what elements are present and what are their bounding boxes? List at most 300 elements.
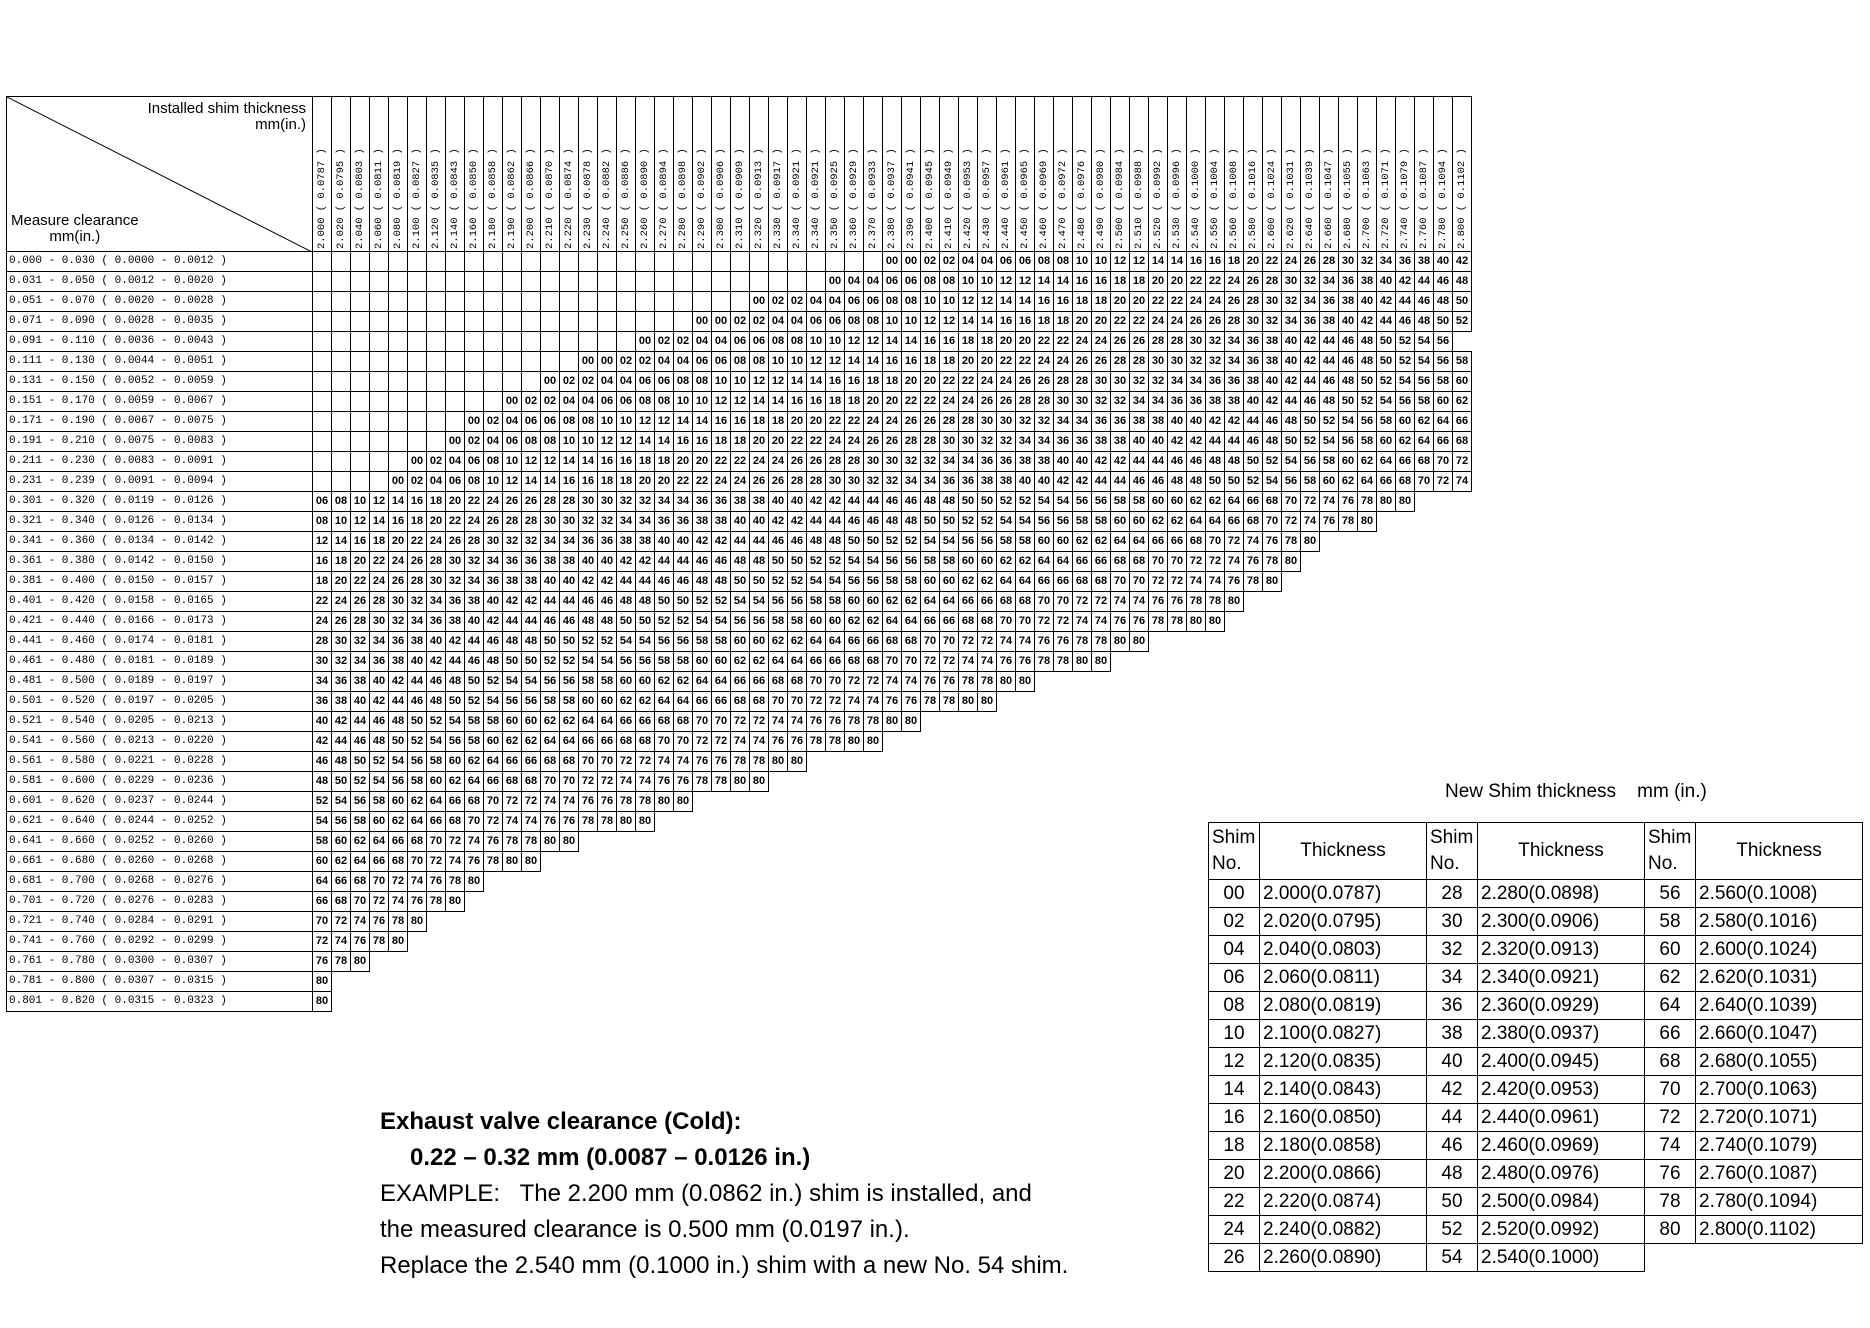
clearance-row [7, 652, 1472, 672]
empty-cell [864, 892, 883, 912]
blank-cell [541, 352, 560, 372]
shim-number-cell: 04 [617, 372, 636, 392]
shim-number-cell: 60 [940, 572, 959, 592]
shim-number-cell: 48 [940, 492, 959, 512]
empty-cell [1111, 912, 1130, 932]
shim-number-cell: 10 [959, 272, 978, 292]
shim-number-cell: 02 [560, 372, 579, 392]
shim-number-cell: 38 [1415, 252, 1434, 272]
shim-number-cell: 68 [503, 772, 522, 792]
shim-number-cell: 74 [1130, 592, 1149, 612]
shim-number-cell: 42 [503, 592, 522, 612]
blank-cell [332, 392, 351, 412]
empty-cell [978, 832, 997, 852]
shim-no-cell: 18 [1209, 1132, 1260, 1160]
shim-number-cell: 52 [997, 492, 1016, 512]
shim-number-cell: 06 [826, 312, 845, 332]
empty-cell [959, 912, 978, 932]
shim-number-cell: 28 [560, 492, 579, 512]
blank-cell [446, 392, 465, 412]
empty-cell [1073, 852, 1092, 872]
empty-cell [1111, 792, 1130, 812]
shim-number-cell: 66 [845, 632, 864, 652]
empty-cell [1073, 712, 1092, 732]
shim-number-cell: 62 [560, 712, 579, 732]
shim-number-cell: 72 [1453, 452, 1472, 472]
blank-cell [522, 352, 541, 372]
shim-number-cell: 44 [617, 572, 636, 592]
empty-cell [1016, 992, 1035, 1012]
empty-cell [1282, 712, 1301, 732]
empty-cell [1377, 692, 1396, 712]
shim-number-cell: 18 [845, 392, 864, 412]
empty-cell [921, 952, 940, 972]
empty-cell [731, 872, 750, 892]
shim-number-cell: 78 [636, 792, 655, 812]
shim-number-cell: 40 [598, 552, 617, 572]
shim-number-cell: 54 [370, 772, 389, 792]
shim-number-cell: 30 [560, 512, 579, 532]
empty-cell [674, 812, 693, 832]
shim-number-cell: 78 [1054, 652, 1073, 672]
shim-thickness-cell: 2.180(0.0858) [1260, 1132, 1427, 1160]
shim-number-cell: 30 [579, 492, 598, 512]
shim-number-cell: 36 [1396, 252, 1415, 272]
shim-number-cell: 24 [1225, 272, 1244, 292]
shim-number-cell: 78 [921, 692, 940, 712]
shim-number-cell: 70 [484, 792, 503, 812]
blank-cell [693, 292, 712, 312]
empty-cell [997, 852, 1016, 872]
shim-column-header [332, 97, 351, 252]
shim-number-cell: 60 [712, 652, 731, 672]
shim-number-cell: 36 [1339, 272, 1358, 292]
shim-number-cell: 34 [1225, 352, 1244, 372]
empty-cell [1377, 772, 1396, 792]
shim-column-label: 2.260 ( 0.0890 ) [639, 148, 651, 249]
shim-number-cell: 60 [1320, 472, 1339, 492]
shim-thickness-cell: 2.720(0.1071) [1696, 1104, 1863, 1132]
empty-cell [978, 872, 997, 892]
shim-number-cell: 02 [788, 292, 807, 312]
shim-number-cell: 38 [1320, 312, 1339, 332]
empty-cell [1358, 712, 1377, 732]
shim-number-cell: 70 [1263, 512, 1282, 532]
empty-cell [845, 952, 864, 972]
shim-number-cell: 16 [1035, 292, 1054, 312]
shim-number-cell: 34 [1168, 372, 1187, 392]
shim-number-cell: 44 [541, 592, 560, 612]
shim-column-header [693, 97, 712, 252]
empty-cell [1054, 972, 1073, 992]
empty-cell [864, 992, 883, 1012]
empty-cell [1358, 692, 1377, 712]
shim-number-cell: 56 [1073, 492, 1092, 512]
shim-number-cell: 68 [351, 872, 370, 892]
shim-number-cell: 68 [1453, 432, 1472, 452]
shim-number-cell: 72 [978, 632, 997, 652]
shim-number-cell: 46 [484, 632, 503, 652]
shim-number-cell: 42 [1092, 452, 1111, 472]
shim-number-cell: 28 [1149, 332, 1168, 352]
shim-number-cell: 72 [750, 712, 769, 732]
shim-no-cell: 44 [1427, 1104, 1478, 1132]
blank-cell [351, 352, 370, 372]
shim-number-cell: 34 [636, 512, 655, 532]
empty-cell [541, 852, 560, 872]
shim-number-cell: 76 [693, 752, 712, 772]
shim-number-cell: 80 [617, 812, 636, 832]
empty-cell [1396, 512, 1415, 532]
shim-number-cell: 16 [617, 452, 636, 472]
shim-number-cell: 24 [864, 412, 883, 432]
shim-number-cell: 70 [940, 632, 959, 652]
shim-number-cell: 60 [617, 672, 636, 692]
empty-cell [978, 772, 997, 792]
shim-number-cell: 08 [845, 312, 864, 332]
shim-number-cell: 18 [1111, 272, 1130, 292]
shim-number-cell: 42 [1301, 352, 1320, 372]
shim-number-cell: 56 [1054, 512, 1073, 532]
empty-cell [1111, 932, 1130, 952]
blank-cell [465, 312, 484, 332]
clearance-row [7, 312, 1472, 332]
shim-number-cell: 40 [1130, 432, 1149, 452]
shim-number-cell: 50 [864, 532, 883, 552]
shim-number-cell: 46 [598, 592, 617, 612]
shim-number-cell: 56 [1035, 512, 1054, 532]
shim-number-cell: 64 [655, 692, 674, 712]
empty-cell [1415, 492, 1434, 512]
shim-number-cell: 46 [788, 532, 807, 552]
empty-cell [769, 932, 788, 952]
shim-number-cell: 22 [1168, 292, 1187, 312]
shim-thickness-cell: 2.060(0.0811) [1260, 964, 1427, 992]
new-shim-row [1209, 908, 1863, 936]
empty-cell [959, 792, 978, 812]
shim-no-cell: 08 [1209, 992, 1260, 1020]
shim-number-cell: 22 [712, 452, 731, 472]
shim-number-cell: 60 [921, 572, 940, 592]
shim-number-cell: 42 [446, 632, 465, 652]
empty-cell [1035, 992, 1054, 1012]
shim-number-cell: 22 [313, 592, 332, 612]
shim-number-cell: 08 [465, 472, 484, 492]
empty-cell [712, 892, 731, 912]
shim-number-cell: 68 [1396, 472, 1415, 492]
empty-cell [1168, 832, 1187, 852]
shim-number-cell: 60 [389, 792, 408, 812]
empty-cell [1187, 652, 1206, 672]
empty-cell [617, 892, 636, 912]
empty-cell [902, 912, 921, 932]
empty-cell [655, 952, 674, 972]
empty-cell [427, 952, 446, 972]
shim-number-cell: 18 [1130, 272, 1149, 292]
empty-cell [636, 912, 655, 932]
shim-column-header [446, 97, 465, 252]
empty-cell [655, 812, 674, 832]
shim-number-cell: 34 [902, 472, 921, 492]
empty-cell [921, 752, 940, 772]
empty-cell [1092, 752, 1111, 772]
shim-number-cell: 72 [712, 732, 731, 752]
shim-number-cell: 38 [332, 692, 351, 712]
shim-number-cell: 48 [1206, 452, 1225, 472]
shim-number-cell: 36 [1320, 292, 1339, 312]
shim-number-cell: 30 [1054, 392, 1073, 412]
shim-number-cell: 10 [503, 452, 522, 472]
empty-cell [1339, 632, 1358, 652]
empty-cell [826, 832, 845, 852]
shim-number-cell: 00 [408, 452, 427, 472]
shim-number-cell: 52 [693, 592, 712, 612]
shim-number-cell: 72 [484, 812, 503, 832]
blank-cell [446, 352, 465, 372]
empty-cell [1054, 932, 1073, 952]
empty-cell [1415, 572, 1434, 592]
shim-number-cell: 04 [484, 432, 503, 452]
empty-cell [1282, 612, 1301, 632]
shim-number-cell: 34 [1016, 432, 1035, 452]
shim-number-cell: 62 [788, 632, 807, 652]
shim-number-cell: 28 [427, 552, 446, 572]
empty-cell [1434, 612, 1453, 632]
shim-number-cell: 66 [921, 612, 940, 632]
shim-number-cell: 36 [940, 472, 959, 492]
shim-number-cell: 66 [1149, 532, 1168, 552]
shim-number-cell: 62 [408, 792, 427, 812]
empty-cell [1225, 652, 1244, 672]
shim-number-cell: 54 [864, 552, 883, 572]
shim-number-cell: 42 [1453, 252, 1472, 272]
empty-cell [959, 812, 978, 832]
empty-cell [1263, 672, 1282, 692]
empty-cell [1263, 752, 1282, 772]
clearance-range-label: 0.031 - 0.050 ( 0.0012 - 0.0020 ) [7, 272, 313, 292]
shim-number-cell: 20 [902, 372, 921, 392]
shim-number-cell: 54 [940, 532, 959, 552]
shim-number-cell: 14 [864, 352, 883, 372]
blank-cell [731, 252, 750, 272]
shim-number-cell: 58 [1358, 432, 1377, 452]
shim-number-cell: 80 [465, 872, 484, 892]
shim-number-cell: 58 [427, 752, 446, 772]
shim-number-cell: 78 [1168, 612, 1187, 632]
shim-number-cell: 36 [712, 492, 731, 512]
empty-cell [446, 992, 465, 1012]
shim-number-cell: 76 [465, 852, 484, 872]
shim-number-cell: 42 [617, 552, 636, 572]
empty-cell [465, 892, 484, 912]
shim-number-cell: 76 [807, 712, 826, 732]
shim-no-cell: 06 [1209, 964, 1260, 992]
shim-number-cell: 46 [712, 552, 731, 572]
shim-number-cell: 80 [1263, 572, 1282, 592]
shim-number-cell: 74 [1453, 472, 1472, 492]
shim-number-cell: 12 [1130, 252, 1149, 272]
shim-number-cell: 20 [693, 452, 712, 472]
new-shim-row [1209, 1048, 1863, 1076]
shim-number-cell: 56 [959, 532, 978, 552]
empty-cell [1168, 872, 1187, 892]
shim-number-cell: 74 [845, 692, 864, 712]
empty-cell [1358, 732, 1377, 752]
empty-cell [1073, 832, 1092, 852]
shim-number-cell: 76 [579, 792, 598, 812]
blank-cell [446, 252, 465, 272]
empty-cell [788, 992, 807, 1012]
shim-number-cell: 14 [807, 372, 826, 392]
empty-cell [1358, 652, 1377, 672]
empty-cell [598, 992, 617, 1012]
shim-number-cell: 66 [693, 692, 712, 712]
shim-column-label: 2.580 ( 0.1016 ) [1247, 148, 1259, 249]
blank-cell [351, 392, 370, 412]
empty-cell [1149, 792, 1168, 812]
empty-cell [1358, 532, 1377, 552]
blank-cell [313, 432, 332, 452]
shim-number-cell: 44 [465, 632, 484, 652]
clearance-range-label: 0.501 - 0.520 ( 0.0197 - 0.0205 ) [7, 692, 313, 712]
shim-number-cell: 10 [826, 332, 845, 352]
shim-number-cell: 44 [1130, 452, 1149, 472]
shim-number-cell: 24 [750, 452, 769, 472]
empty-cell [1092, 932, 1111, 952]
shim-number-cell: 54 [731, 592, 750, 612]
shim-number-cell: 16 [1054, 292, 1073, 312]
empty-cell [1377, 792, 1396, 812]
blank-cell [807, 252, 826, 272]
shim-number-cell: 26 [1225, 292, 1244, 312]
blank-cell [636, 292, 655, 312]
shim-number-cell: 34 [921, 472, 940, 492]
shim-number-cell: 28 [1244, 292, 1263, 312]
shim-column-header [864, 97, 883, 252]
shim-number-cell: 34 [351, 652, 370, 672]
shim-number-cell: 72 [693, 732, 712, 752]
shim-number-cell: 50 [617, 612, 636, 632]
shim-thickness-cell: 2.340(0.0921) [1478, 964, 1645, 992]
shim-number-cell: 68 [446, 812, 465, 832]
empty-cell [1111, 712, 1130, 732]
shim-number-cell: 46 [370, 712, 389, 732]
shim-number-cell: 34 [560, 532, 579, 552]
shim-number-cell: 32 [389, 612, 408, 632]
shim-number-cell: 44 [351, 712, 370, 732]
shim-number-cell: 42 [598, 572, 617, 592]
shim-number-cell: 20 [1111, 292, 1130, 312]
shim-number-cell: 80 [883, 712, 902, 732]
empty-cell [1377, 752, 1396, 772]
shim-number-cell: 58 [674, 652, 693, 672]
shim-number-cell: 54 [693, 612, 712, 632]
shim-number-cell: 24 [1073, 332, 1092, 352]
shim-number-cell: 32 [446, 572, 465, 592]
shim-number-cell: 60 [370, 812, 389, 832]
blank-cell [427, 352, 446, 372]
shim-number-cell: 12 [503, 472, 522, 492]
shim-number-cell: 24 [997, 372, 1016, 392]
clearance-row [7, 692, 1472, 712]
shim-number-cell: 64 [921, 592, 940, 612]
blank-cell [332, 452, 351, 472]
shim-number-cell: 44 [1206, 432, 1225, 452]
shim-number-cell: 64 [883, 612, 902, 632]
clearance-range-label: 0.721 - 0.740 ( 0.0284 - 0.0291 ) [7, 912, 313, 932]
shim-number-cell: 52 [351, 772, 370, 792]
empty-cell [1149, 752, 1168, 772]
empty-cell [978, 712, 997, 732]
empty-cell [1206, 772, 1225, 792]
shim-number-cell: 20 [750, 432, 769, 452]
shim-number-cell: 78 [712, 772, 731, 792]
shim-no-cell: 42 [1427, 1076, 1478, 1104]
shim-number-cell: 56 [674, 632, 693, 652]
shim-number-cell: 50 [560, 632, 579, 652]
empty-cell [1016, 892, 1035, 912]
shim-thickness-cell: 2.040(0.0803) [1260, 936, 1427, 964]
shim-number-cell: 66 [1073, 552, 1092, 572]
shim-number-cell: 80 [1092, 652, 1111, 672]
shim-number-cell: 54 [446, 712, 465, 732]
shim-number-cell: 12 [1111, 252, 1130, 272]
shim-column-header [731, 97, 750, 252]
blank-cell [446, 272, 465, 292]
shim-number-cell: 22 [940, 372, 959, 392]
empty-cell [1149, 712, 1168, 732]
shim-number-cell: 58 [1377, 412, 1396, 432]
empty-cell [921, 732, 940, 752]
shim-number-cell: 02 [579, 372, 598, 392]
shim-number-cell: 10 [921, 292, 940, 312]
empty-cell [1168, 732, 1187, 752]
empty-cell [351, 992, 370, 1012]
shim-number-cell: 08 [731, 352, 750, 372]
shim-number-cell: 56 [1358, 412, 1377, 432]
shim-number-cell: 16 [940, 332, 959, 352]
shim-number-cell: 30 [1263, 292, 1282, 312]
shim-number-cell: 20 [1073, 312, 1092, 332]
empty-cell [1434, 552, 1453, 572]
shim-number-cell: 36 [1244, 332, 1263, 352]
shim-number-cell: 64 [579, 712, 598, 732]
shim-number-cell: 06 [864, 292, 883, 312]
shim-column-header [1320, 97, 1339, 252]
empty-cell [997, 832, 1016, 852]
shim-number-cell: 54 [1415, 352, 1434, 372]
shim-number-cell: 72 [446, 832, 465, 852]
shim-number-cell: 08 [484, 452, 503, 472]
blank-cell [389, 272, 408, 292]
empty-cell [1263, 792, 1282, 812]
shim-number-cell: 38 [446, 612, 465, 632]
shim-number-cell: 40 [1434, 252, 1453, 272]
empty-cell [712, 932, 731, 952]
shim-number-cell: 56 [655, 632, 674, 652]
empty-cell [674, 932, 693, 952]
shim-number-cell: 10 [807, 332, 826, 352]
empty-cell [921, 812, 940, 832]
empty-cell [1434, 492, 1453, 512]
shim-number-cell: 62 [902, 592, 921, 612]
empty-cell [1453, 732, 1472, 752]
shim-number-cell: 56 [864, 572, 883, 592]
shim-number-cell: 64 [484, 752, 503, 772]
shim-number-cell: 52 [826, 552, 845, 572]
empty-cell [1320, 672, 1339, 692]
blank-cell [598, 332, 617, 352]
